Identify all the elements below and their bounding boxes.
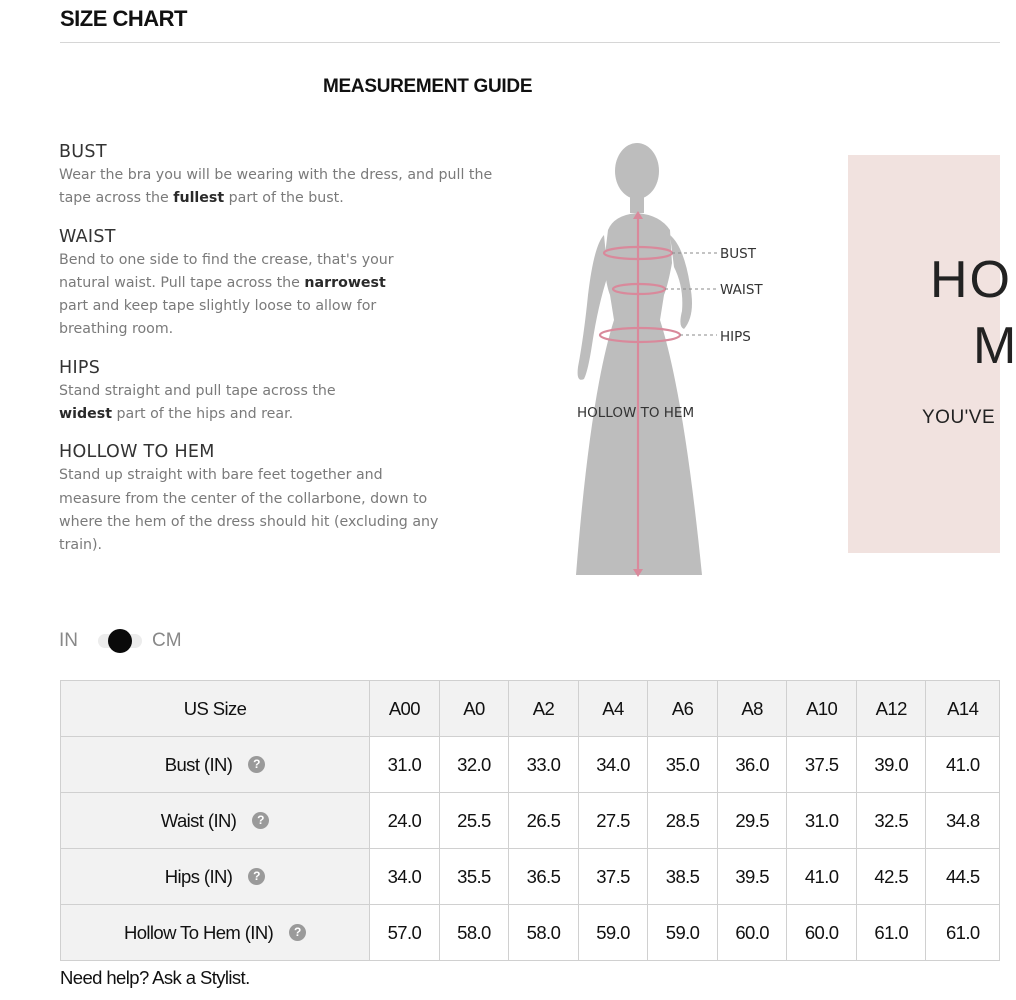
guide-item-hollow-to-hem — [59, 440, 499, 557]
table-cell: 35.0 — [648, 737, 718, 793]
size-column-header: A12 — [856, 681, 926, 737]
table-cell: 28.5 — [648, 793, 718, 849]
table-cell: 58.0 — [509, 905, 579, 961]
size-chart-table — [60, 680, 1000, 961]
size-column-header: A14 — [926, 681, 1000, 737]
table-cell: 36.0 — [717, 737, 787, 793]
table-cell: 34.0 — [578, 737, 648, 793]
size-column-header: A10 — [787, 681, 857, 737]
measurement-guide-heading: MEASUREMENT GUIDE — [323, 76, 533, 97]
table-cell: 42.5 — [856, 849, 926, 905]
emphasis-text: fullest — [173, 190, 225, 207]
table-header-row — [61, 681, 1000, 737]
table-cell: 29.5 — [717, 793, 787, 849]
promo-title: HO — [930, 251, 1012, 309]
table-cell: 35.5 — [439, 849, 509, 905]
page-title: SIZE CHART — [60, 6, 187, 31]
row-label: Hips (IN) — [164, 865, 233, 887]
row-label-cell — [61, 793, 370, 849]
table-cell: 37.5 — [578, 849, 648, 905]
size-column-header: A6 — [648, 681, 718, 737]
table-cell: 44.5 — [926, 849, 1000, 905]
table-cell: 38.5 — [648, 849, 718, 905]
title-divider — [60, 42, 1000, 43]
table-row — [61, 905, 1000, 961]
row-label-cell — [61, 737, 370, 793]
unit-label-in[interactable]: IN — [59, 630, 78, 651]
size-column-header: A8 — [717, 681, 787, 737]
figure-label-hollow-to-hem: HOLLOW TO HEM — [577, 405, 695, 421]
figure-label-waist: WAIST — [720, 282, 763, 298]
guide-item-hips — [59, 356, 499, 427]
guide-item-title: WAIST — [59, 226, 116, 247]
table-cell: 58.0 — [439, 905, 509, 961]
measurement-guide-list — [59, 140, 499, 572]
promo-banner[interactable] — [848, 155, 1016, 553]
promo-title-line-2: M — [973, 317, 1016, 375]
guide-item-title: HOLLOW TO HEM — [59, 442, 215, 463]
help-icon[interactable]: ? — [248, 868, 265, 885]
table-cell: 59.0 — [648, 905, 718, 961]
table-cell: 36.5 — [509, 849, 579, 905]
guide-item-description: Bend to one side to find the crease, that's your natural waist. Pull tape across the narrowest part and keep tape slightly loose to allow for breathing room. — [59, 251, 394, 338]
help-icon[interactable]: ? — [289, 924, 306, 941]
guide-item-waist — [59, 225, 499, 342]
table-cell: 61.0 — [856, 905, 926, 961]
unit-label-cm[interactable]: CM — [152, 630, 182, 651]
table-cell: 60.0 — [717, 905, 787, 961]
size-column-header: A00 — [370, 681, 440, 737]
guide-item-description: Stand up straight with bare feet together and measure from the center of the collarbone, down to where the hem of the dress should hit (excluding any train). — [59, 467, 439, 554]
table-cell: 26.5 — [509, 793, 579, 849]
row-label-cell — [61, 849, 370, 905]
row-label: Hollow To Hem (IN) — [123, 921, 274, 943]
table-header-label: US Size — [61, 681, 370, 737]
promo-subtitle: YOU'VE — [922, 407, 996, 428]
table-cell: 32.0 — [439, 737, 509, 793]
table-row — [61, 793, 1000, 849]
table-cell: 60.0 — [787, 905, 857, 961]
table-cell: 25.5 — [439, 793, 509, 849]
table-cell: 33.0 — [509, 737, 579, 793]
guide-item-description: Wear the bra you will be wearing with the dress, and pull the tape across the fullest part of the bust. — [59, 167, 493, 207]
table-cell: 57.0 — [370, 905, 440, 961]
toggle-knob[interactable] — [108, 629, 132, 653]
table-row — [61, 737, 1000, 793]
table-cell: 24.0 — [370, 793, 440, 849]
table-cell: 59.0 — [578, 905, 648, 961]
dress-silhouette-illustration — [560, 135, 780, 585]
unit-toggle[interactable] — [59, 628, 182, 654]
unit-toggle-switch[interactable] — [90, 631, 142, 651]
size-column-header: A0 — [439, 681, 509, 737]
table-cell: 27.5 — [578, 793, 648, 849]
table-cell: 32.5 — [856, 793, 926, 849]
table-cell: 41.0 — [787, 849, 857, 905]
measurement-figure — [560, 135, 780, 585]
ask-a-stylist-link[interactable]: Need help? Ask a Stylist — [60, 967, 246, 988]
table-cell: 37.5 — [787, 737, 857, 793]
table-cell: 34.8 — [926, 793, 1000, 849]
table-cell: 34.0 — [370, 849, 440, 905]
guide-item-title: HIPS — [59, 357, 101, 378]
row-label: Waist (IN) — [160, 809, 237, 831]
table-cell: 61.0 — [926, 905, 1000, 961]
table-cell: 31.0 — [787, 793, 857, 849]
figure-label-bust: BUST — [720, 246, 756, 262]
figure-label-hips: HIPS — [720, 329, 751, 345]
table-cell: 39.0 — [856, 737, 926, 793]
table-cell: 31.0 — [370, 737, 440, 793]
emphasis-text: widest — [59, 406, 112, 423]
help-icon[interactable]: ? — [248, 756, 265, 773]
size-column-header: A4 — [578, 681, 648, 737]
guide-item-bust — [59, 140, 499, 211]
help-line — [60, 967, 250, 989]
guide-item-description: Stand straight and pull tape across the widest part of the hips and rear. — [59, 382, 336, 423]
help-line-suffix: . — [245, 967, 250, 988]
table-row — [61, 849, 1000, 905]
help-icon[interactable]: ? — [252, 812, 269, 829]
size-column-header: A2 — [509, 681, 579, 737]
row-label-cell — [61, 905, 370, 961]
table-cell: 39.5 — [717, 849, 787, 905]
row-label: Bust (IN) — [164, 753, 233, 775]
table-cell: 41.0 — [926, 737, 1000, 793]
guide-item-title: BUST — [59, 142, 107, 162]
emphasis-text: narrowest — [304, 274, 386, 291]
